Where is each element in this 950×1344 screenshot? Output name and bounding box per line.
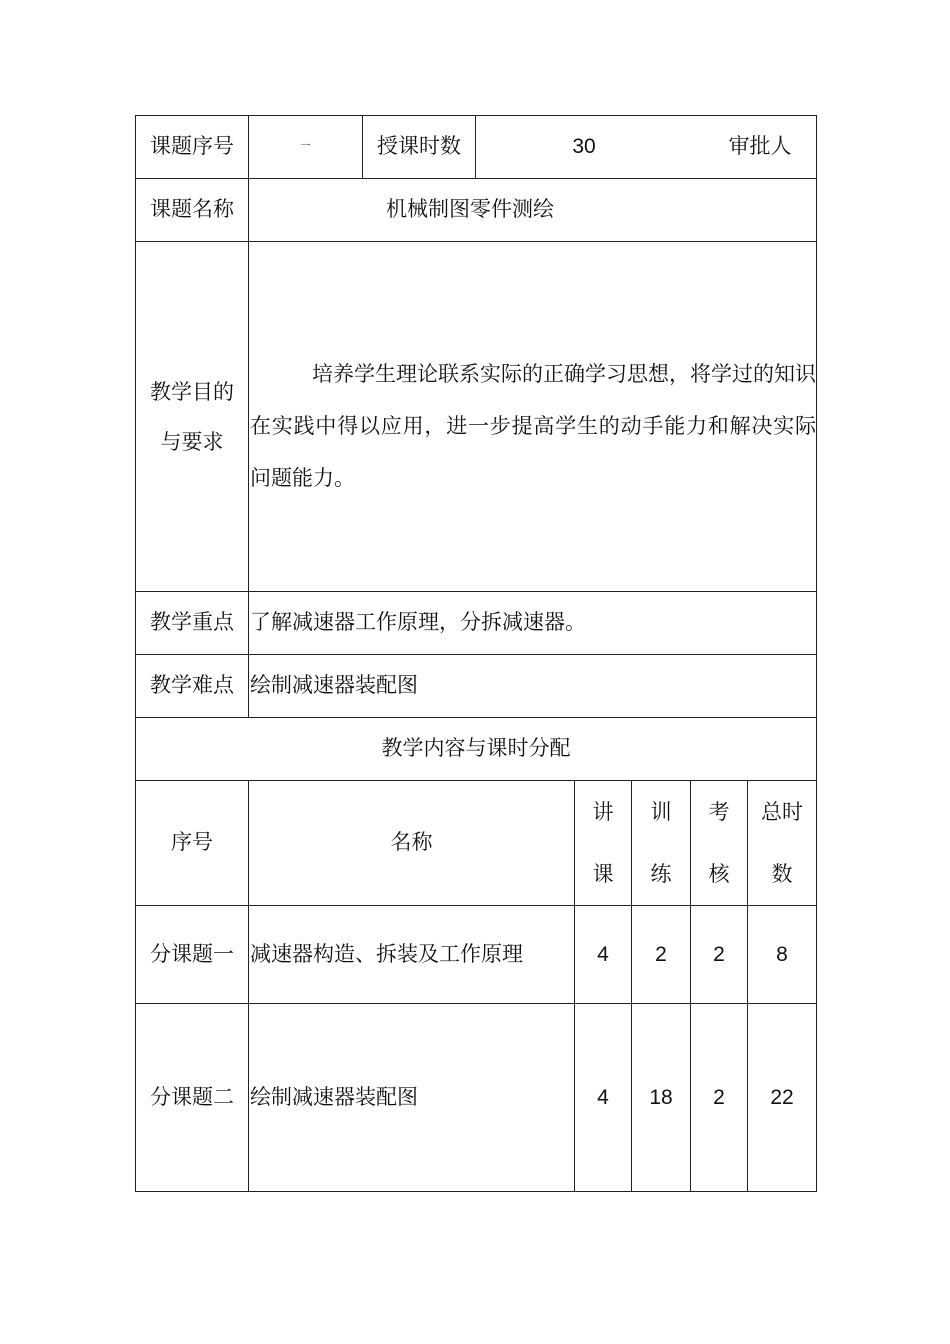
objectives-text-block (250, 348, 816, 504)
key-point-text: 了解减速器工作原理，分拆减速器。 (250, 610, 586, 635)
table-rule-vertical (475, 115, 476, 178)
course-name-value: 机械制图零件测绘 (386, 197, 554, 222)
objectives-label (136, 242, 248, 591)
col-name-header: 名称 (390, 830, 433, 855)
hours-label: 授课时数 (377, 134, 461, 159)
col-training-header-1: 训 (650, 800, 672, 824)
col-exam-header-2: 核 (708, 862, 730, 886)
col-exam-header (691, 781, 747, 905)
hours-value: 30 (572, 135, 596, 159)
objectives-label-line1: 教学目的 (150, 379, 234, 404)
col-training-header (632, 781, 690, 905)
col-total-header (748, 781, 816, 905)
row-total: 22 (770, 1085, 794, 1109)
approver-label: 审批人 (728, 134, 792, 159)
col-total-header-1: 总时 (761, 800, 803, 824)
col-lecture-header-2: 课 (592, 862, 614, 886)
col-lecture-header (575, 781, 631, 905)
key-point-label: 教学重点 (150, 610, 234, 635)
allocation-title: 教学内容与课时分配 (381, 736, 571, 761)
row-seq: 分课题二 (150, 1084, 234, 1109)
difficult-point-label: 教学难点 (150, 673, 234, 698)
difficult-point-text: 绘制减速器装配图 (250, 673, 418, 698)
col-exam-header-1: 考 (708, 800, 730, 824)
seq-label: 课题序号 (150, 134, 234, 159)
row-name: 减速器构造、拆装及工作原理 (250, 941, 523, 966)
row-exam: 2 (713, 1085, 725, 1109)
table-border-right (816, 115, 817, 1192)
row-seq: 分课题一 (150, 941, 234, 966)
row-exam: 2 (713, 942, 725, 966)
seq-value: 一 (300, 141, 311, 152)
course-name-label: 课题名称 (150, 197, 234, 222)
row-lecture: 4 (597, 942, 609, 966)
objectives-label-line2: 与要求 (160, 429, 224, 454)
row-name: 绘制减速器装配图 (250, 1084, 418, 1109)
table-border-bottom (135, 1191, 817, 1192)
table-rule-vertical (248, 115, 249, 717)
row-training: 2 (655, 942, 667, 966)
row-training: 18 (649, 1085, 673, 1109)
objectives-text: 培养学生理论联系实际的正确学习思想，将学过的知识在实践中得以应用，进一步提高学生的动手能力和解决实际问题能力。 (250, 362, 816, 490)
col-seq-header: 序号 (171, 830, 213, 855)
col-lecture-header-1: 讲 (592, 800, 614, 824)
row-total: 8 (776, 942, 788, 966)
row-lecture: 4 (597, 1085, 609, 1109)
col-total-header-2: 数 (771, 862, 793, 886)
col-training-header-2: 练 (650, 862, 672, 886)
